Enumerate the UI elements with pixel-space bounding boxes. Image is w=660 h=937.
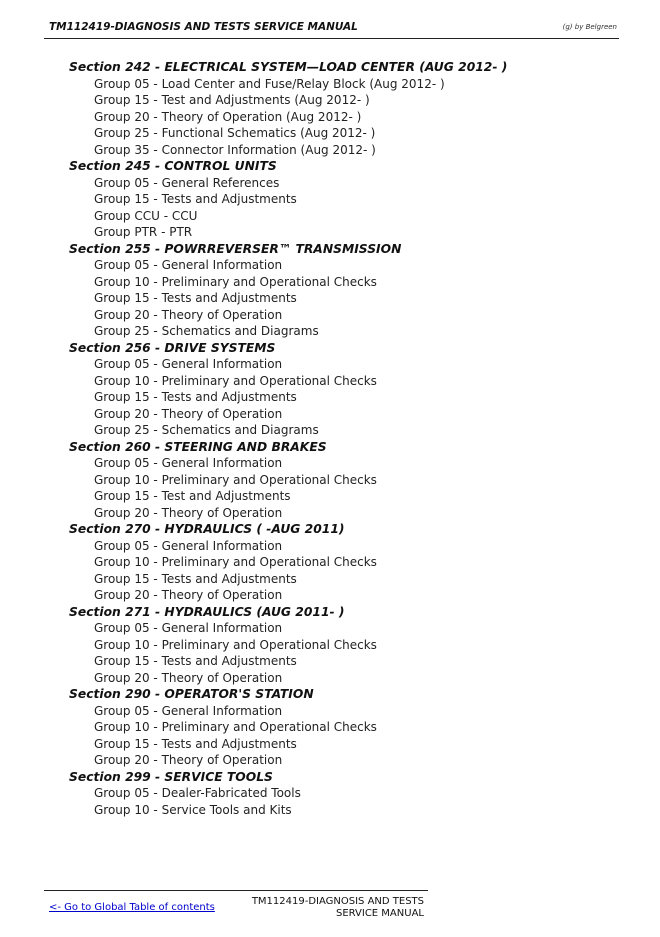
toc-group-link[interactable]: Group 20 - Theory of Operation [94,307,283,322]
footer-title-line-2: SERVICE MANUAL [335,908,424,919]
toc-group-link[interactable]: Group 15 - Tests and Adjustments [94,192,297,206]
toc-group-link[interactable]: Group 25 - Schematics and Diagrams [94,324,319,338]
toc-group-link[interactable]: Group 25 - Schematics and Diagrams [94,423,319,437]
toc-group-link[interactable]: Group 10 - Service Tools and Kits [94,802,292,817]
toc-group-link[interactable]: Group 05 - General Information [94,621,283,635]
footer-title-line-1: TM112419-DIAGNOSIS AND TESTS [251,896,424,907]
toc-group-link[interactable]: Group 35 - Connector Information (Aug 2012- ) [94,142,376,157]
toc-group-link[interactable]: Group 15 - Tests and Adjustments [94,571,297,586]
toc-group-link[interactable]: Group PTR - PTR [94,225,193,239]
toc-group-link[interactable]: Group 05 - Dealer-Fabricated Tools [94,786,301,800]
toc-group-link[interactable]: Group 05 - General Information [94,538,283,553]
toc-group-link[interactable]: Group 10 - Preliminary and Operational Checks [94,720,377,734]
toc-group-link[interactable]: Group 20 - Theory of Operation [94,753,283,767]
toc-section-heading: Section 255 - POWRREVERSER™ TRANSMISSION [69,241,402,256]
table-of-contents [69,59,629,818]
toc-group-link[interactable]: Group 15 - Tests and Adjustments [94,654,297,668]
toc-section-heading: Section 290 - OPERATOR'S STATION [69,687,314,701]
toc-group-link[interactable]: Group 05 - Load Center and Fuse/Relay Block (Aug 2012- ) [94,76,445,91]
toc-group-link[interactable]: Group 15 - Test and Adjustments (Aug 2012- ) [94,93,370,107]
toc-group-link[interactable]: Group 10 - Preliminary and Operational Checks [94,472,377,487]
manual-title: TM112419-DIAGNOSIS AND TESTS SERVICE MANUAL [49,21,358,33]
toc-group-link[interactable]: Group 10 - Preliminary and Operational Checks [94,274,377,289]
toc-group-link[interactable]: Group 05 - General Information [94,357,283,371]
global-toc-link[interactable]: <- Go to Global Table of contents [49,902,215,913]
toc-group-link[interactable]: Group 05 - General Information [94,703,283,718]
page-header [44,20,619,39]
footer-divider [44,890,428,891]
toc-section-heading: Section 260 - STEERING AND BRAKES [69,439,327,454]
toc-group-link[interactable]: Group 20 - Theory of Operation (Aug 2012- ) [94,109,362,124]
toc-section-heading: Section 299 - SERVICE TOOLS [69,769,273,784]
toc-section-heading: Section 270 - HYDRAULICS ( -AUG 2011) [69,522,345,536]
toc-group-link[interactable]: Group 05 - General Information [94,258,283,272]
toc-group-link[interactable]: Group 25 - Functional Schematics (Aug 2012- ) [94,126,376,140]
toc-group-link[interactable]: Group 15 - Tests and Adjustments [94,390,297,404]
toc-group-link[interactable]: Group 15 - Tests and Adjustments [94,291,297,305]
header-credit: (g) by Belgreen [562,23,617,31]
toc-section-heading: Section 256 - DRIVE SYSTEMS [69,340,276,355]
toc-group-link[interactable]: Group 20 - Theory of Operation [94,505,283,520]
toc-group-link[interactable]: Group 10 - Preliminary and Operational Checks [94,637,377,652]
toc-group-link[interactable]: Group 15 - Tests and Adjustments [94,736,297,751]
footer-manual-title [252,896,424,920]
toc-group-link[interactable]: Group 20 - Theory of Operation [94,670,283,685]
toc-group-link[interactable]: Group 20 - Theory of Operation [94,588,283,602]
toc-section-heading: Section 242 - ELECTRICAL SYSTEM—LOAD CENTER (AUG 2012- ) [69,60,508,74]
toc-group-link[interactable]: Group 05 - General References [94,175,280,190]
toc-section-heading: Section 271 - HYDRAULICS (AUG 2011- ) [69,604,345,619]
toc-section-heading: Section 245 - CONTROL UNITS [69,159,277,173]
toc-group-link[interactable]: Group 10 - Preliminary and Operational Checks [94,555,377,569]
toc-group-link[interactable]: Group 10 - Preliminary and Operational Checks [94,373,377,388]
toc-group-link[interactable]: Group 20 - Theory of Operation [94,406,283,421]
toc-group-link[interactable]: Group 15 - Test and Adjustments [94,489,291,503]
toc-group-link[interactable]: Group 05 - General Information [94,456,283,470]
toc-group-link[interactable]: Group CCU - CCU [94,208,198,223]
